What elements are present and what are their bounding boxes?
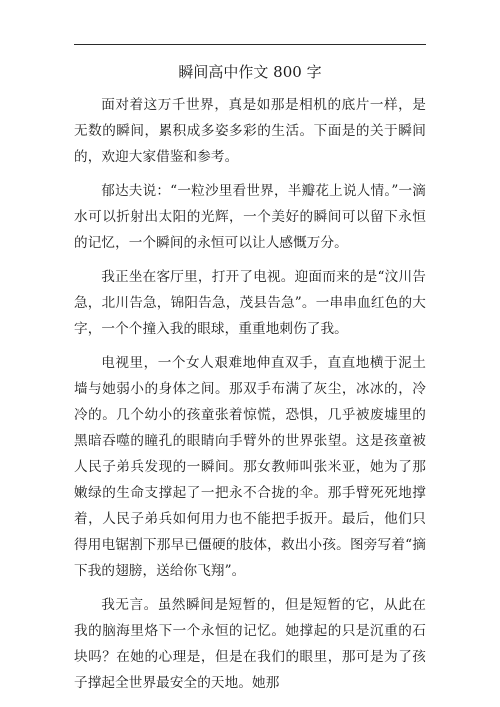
- paragraph-2: 郁达夫说：“一粒沙里看世界，半瓣花上说人情。”一滴水可以折射出太阳的光辉，一个美好的瞬间可以留下永恒的记忆，一个瞬间的永恒可以让人感慨万分。: [74, 183, 426, 251]
- paragraph-1: 面对着这万千世界，真是如那是相机的底片一样，是无数的瞬间，累积成多姿多彩的生活。下面是的关于瞬间的，欢迎大家借鉴和参考。: [74, 97, 426, 165]
- paragraph-4: 电视里，一个女人艰难地伸直双手，直直地横于泥土墙与她弱小的身体之间。那双手布满了灰尘，冰冰的，冷冷的。几个幼小的孩童张着惊慌，恐惧，几乎被废墟里的黑暗吞噬的瞳孔的眼睛向手臂外的世界张望。这是孩童被人民子弟兵发现的一瞬间。那女教师叫张米亚，她为了那嫩绿的生命支撑起了一把永不合拢的伞。那手臂死死地撑着，人民子弟兵如何用力也不能把手扳开。最后，他们只得用电锯割下那早已僵硬的肢体，救出小孩。图旁写着“摘下我的翅膀，送给你飞翔”。: [74, 355, 426, 579]
- paragraph-5: 我无言。虽然瞬间是短暂的，但是短暂的它，从此在我的脑海里烙下一个永恒的记忆。她撑起的只是沉重的石块吗？在她的心理是，但是在我们的眼里，那可是为了孩子撑起全世界最安全的天地。她那: [74, 597, 426, 691]
- header-rule: [74, 44, 426, 45]
- document-title: 瞬间高中作文 800 字: [178, 63, 322, 81]
- document-body: [74, 92, 426, 704]
- paragraph-3: 我正坐在客厅里，打开了电视。迎面而来的是“汶川告急，北川告急，锦阳告急，茂县告急”。一串串血红色的大字，一个个撞入我的眼球，重重地刺伤了我。: [74, 269, 426, 337]
